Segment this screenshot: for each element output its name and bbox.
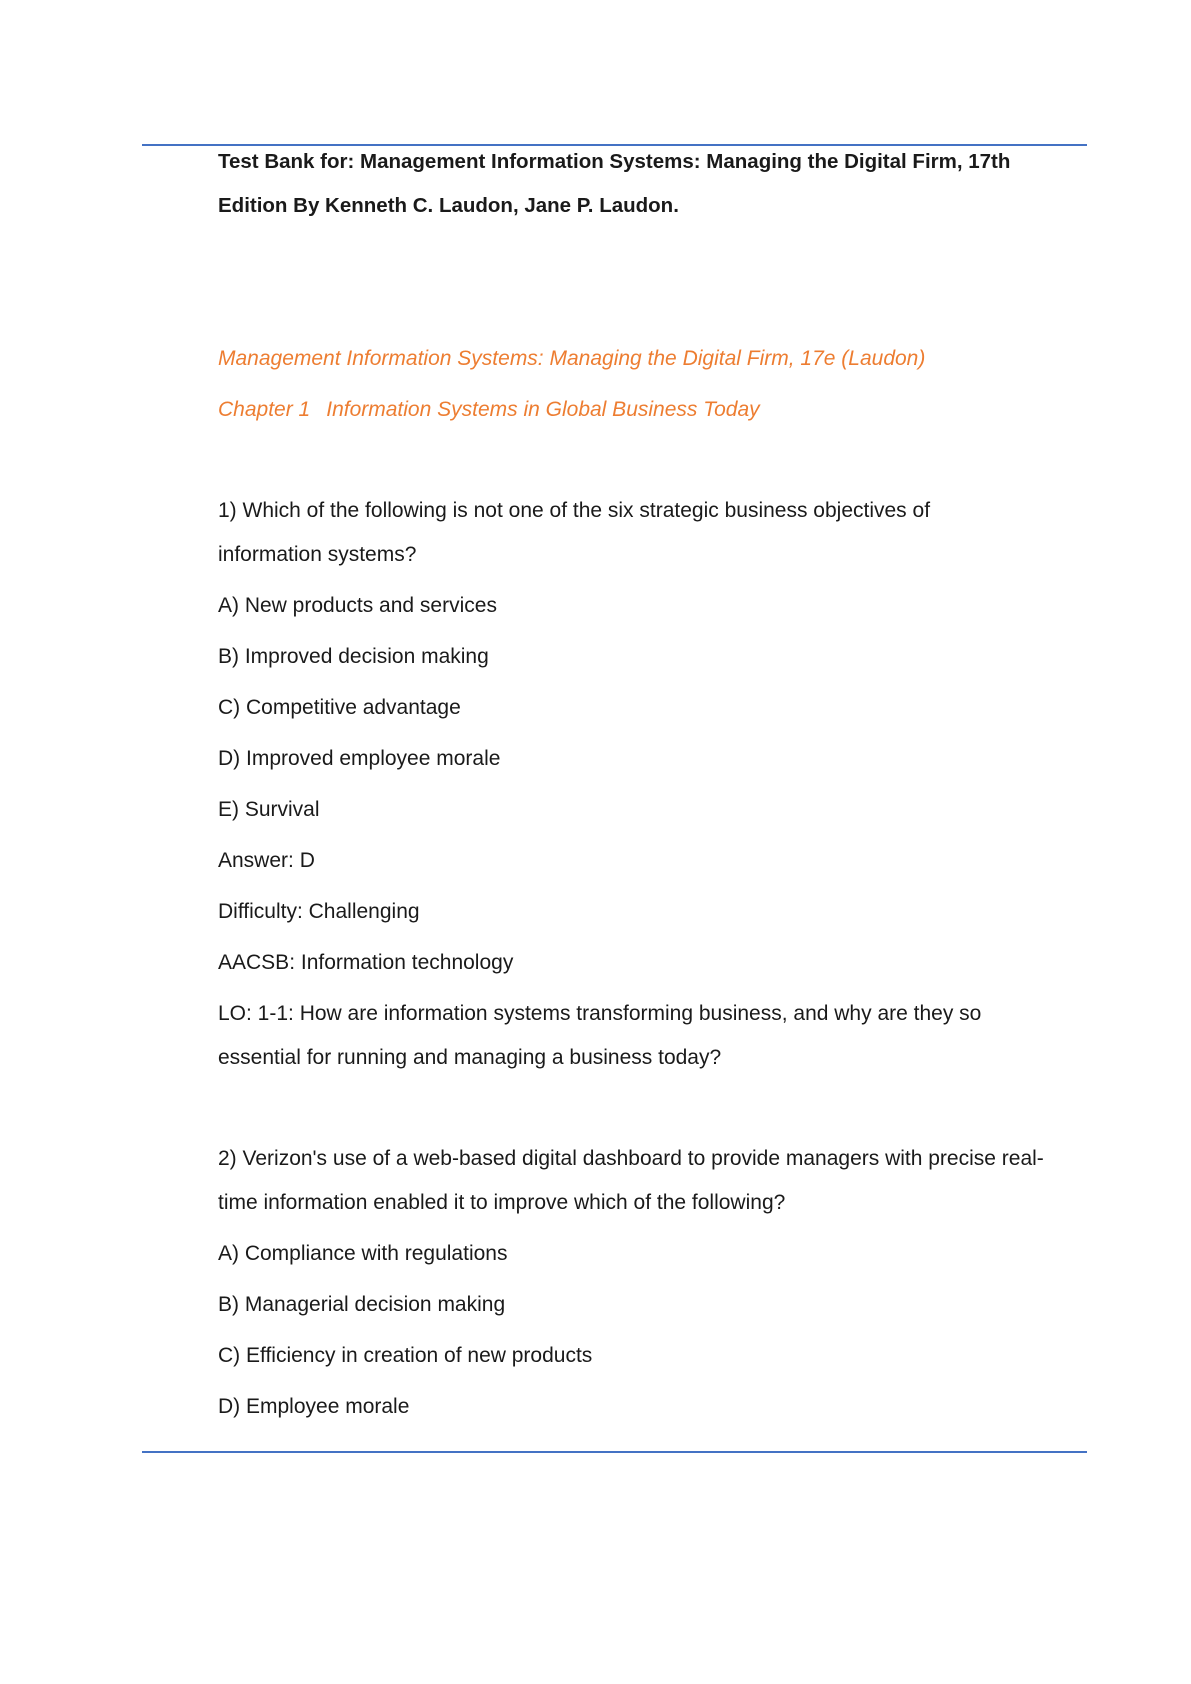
question-1-aacsb: AACSB: Information technology	[218, 951, 514, 974]
question-1-difficulty: Difficulty: Challenging	[218, 900, 420, 923]
question-2-option-a: A) Compliance with regulations	[218, 1242, 508, 1265]
book-subtitle: Management Information Systems: Managing the Digital Firm, 17e (Laudon)	[218, 347, 926, 370]
question-1-lo-line-2: essential for running and managing a business today?	[218, 1046, 722, 1069]
question-2-option-d: D) Employee morale	[218, 1395, 410, 1418]
question-1-answer: Answer: D	[218, 849, 315, 872]
question-2-stem-line-2: time information enabled it to improve which of the following?	[218, 1191, 786, 1214]
chapter-title: Information Systems in Global Business Today	[326, 398, 760, 421]
footer-rule	[142, 1451, 1087, 1453]
chapter-heading	[218, 396, 760, 424]
question-2-stem-line-1: 2) Verizon's use of a web-based digital dashboard to provide managers with precise real-	[218, 1147, 1044, 1170]
question-1-stem-line-2: information systems?	[218, 543, 417, 566]
question-1-option-a: A) New products and services	[218, 594, 497, 617]
question-1-option-e: E) Survival	[218, 798, 320, 821]
question-2-option-c: C) Efficiency in creation of new products	[218, 1344, 593, 1367]
document-title-line-2: Edition By Kenneth C. Laudon, Jane P. Laudon.	[218, 194, 679, 217]
question-1-option-d: D) Improved employee morale	[218, 747, 501, 770]
chapter-number: Chapter 1	[218, 398, 311, 421]
header-rule	[142, 144, 1087, 146]
question-1-lo-line-1: LO: 1-1: How are information systems transforming business, and why are they so	[218, 1002, 982, 1025]
question-1-option-c: C) Competitive advantage	[218, 696, 461, 719]
document-title-line-1: Test Bank for: Management Information Systems: Managing the Digital Firm, 17th	[218, 150, 1011, 173]
question-1-option-b: B) Improved decision making	[218, 645, 489, 668]
question-1-stem-line-1: 1) Which of the following is not one of the six strategic business objectives of	[218, 499, 931, 522]
question-2-option-b: B) Managerial decision making	[218, 1293, 506, 1316]
